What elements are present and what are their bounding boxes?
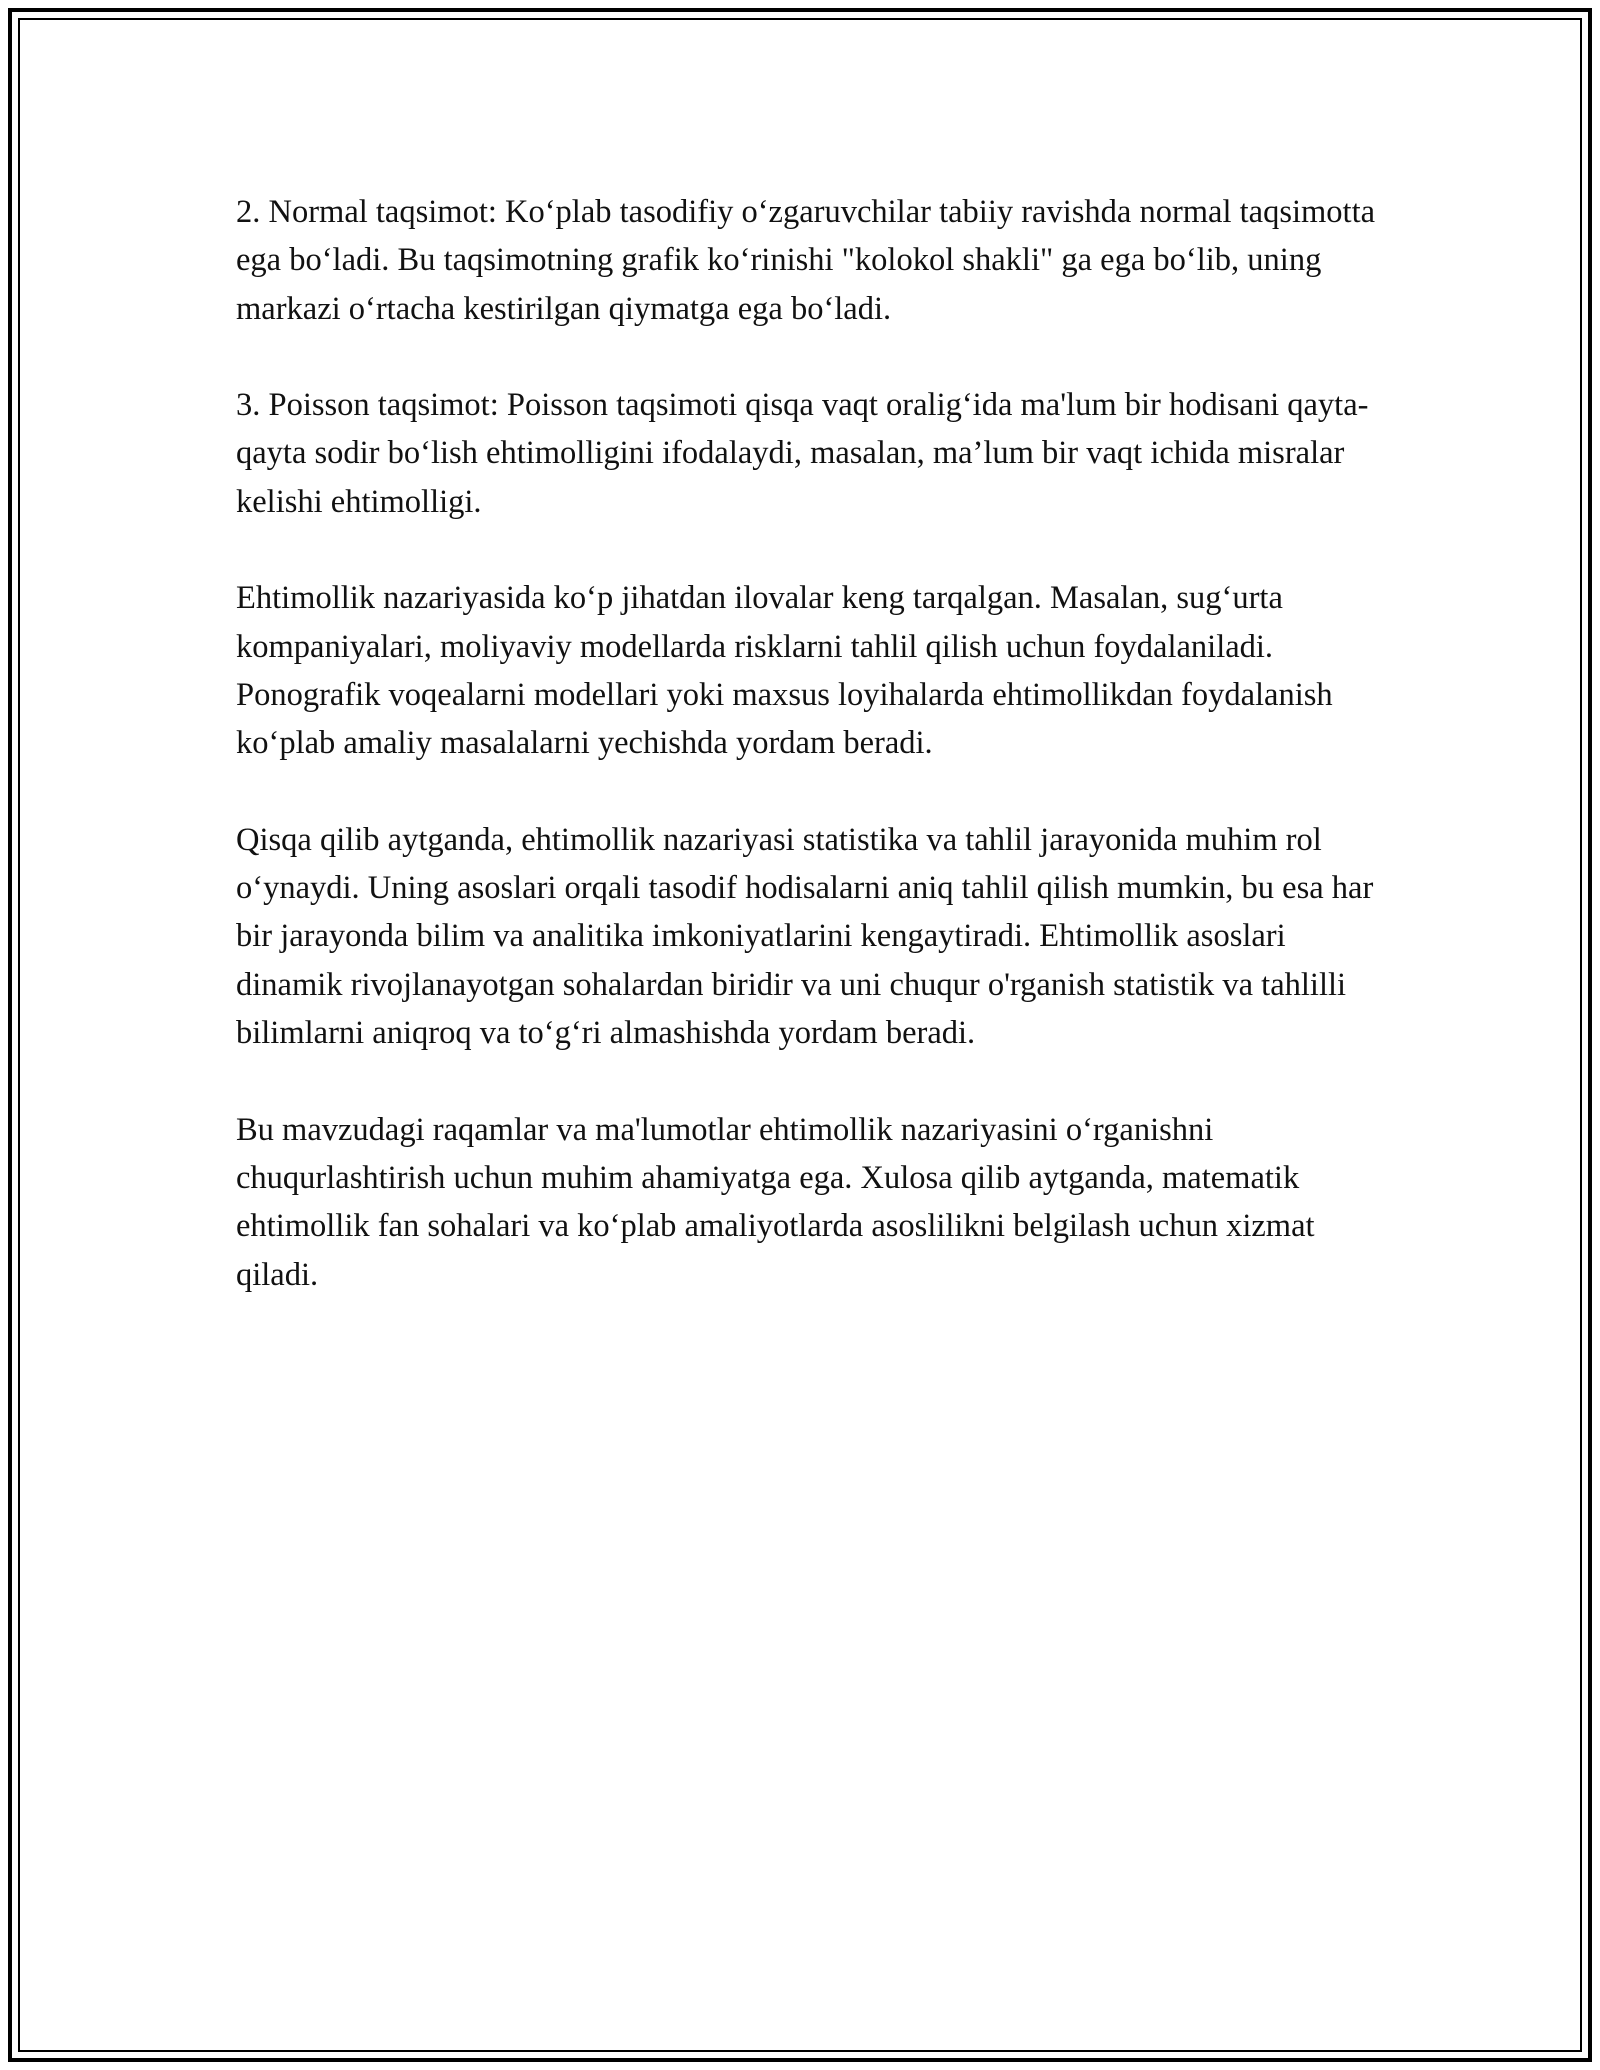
paragraph-normal-distribution: 2. Normal taqsimot: Ko‘plab tasodifiy o‘zgaruvchilar tabiiy ravishda normal taqsimotta ega bo‘ladi. Bu taqsimotning grafik ko‘rinishi "kolokol shakli" ga ega bo‘lib, uning markazi o‘rtacha kestirilgan qiymatga ega bo‘ladi.	[236, 194, 1376, 327]
paragraph-applications: Ehtimollik nazariyasida ko‘p jihatdan ilovalar keng tarqalgan. Masalan, sug‘urta kompaniyalari, moliyaviy modellarda risklarni tahlil qilish uchun foydalaniladi. Ponografik voqealarni modellari yoki maxsus loyihalarda ehtimollikdan foydalanish ko‘plab amaliy masalalarni yechishda yordam beradi.	[236, 580, 1333, 762]
document-body	[236, 188, 1376, 1347]
paragraph-summary: Qisqa qilib aytganda, ehtimollik nazariyasi statistika va tahlil jarayonida muhim rol o‘ynaydi. Uning asoslari orqali tasodif hodisalarni aniq tahlil qilish mumkin, bu esa har bir jarayonda bilim va analitika imkoniyatlarini kengaytiradi. Ehtimollik asoslari dinamik rivojlanayotgan sohalardan biridir va uni chuqur o'rganish statistik va tahlilli bilimlarni aniqroq va to‘g‘ri almashishda yordam beradi.	[236, 821, 1374, 1052]
paragraph-poisson-distribution: 3. Poisson taqsimot: Poisson taqsimoti qisqa vaqt oralig‘ida ma'lum bir hodisani qayta-qayta sodir bo‘lish ehtimolligini ifodalaydi, masalan, ma’lum bir vaqt ichida misralar kelishi ehtimolligi.	[236, 387, 1369, 520]
paragraph-conclusion: Bu mavzudagi raqamlar va ma'lumotlar ehtimollik nazariyasini o‘rganishni chuqurlashtirish uchun muhim ahamiyatga ega. Xulosa qilib aytganda, matematik ehtimollik fan sohalari va ko‘plab amaliyotlarda asoslilikni belgilash uchun xizmat qiladi.	[236, 1111, 1315, 1293]
